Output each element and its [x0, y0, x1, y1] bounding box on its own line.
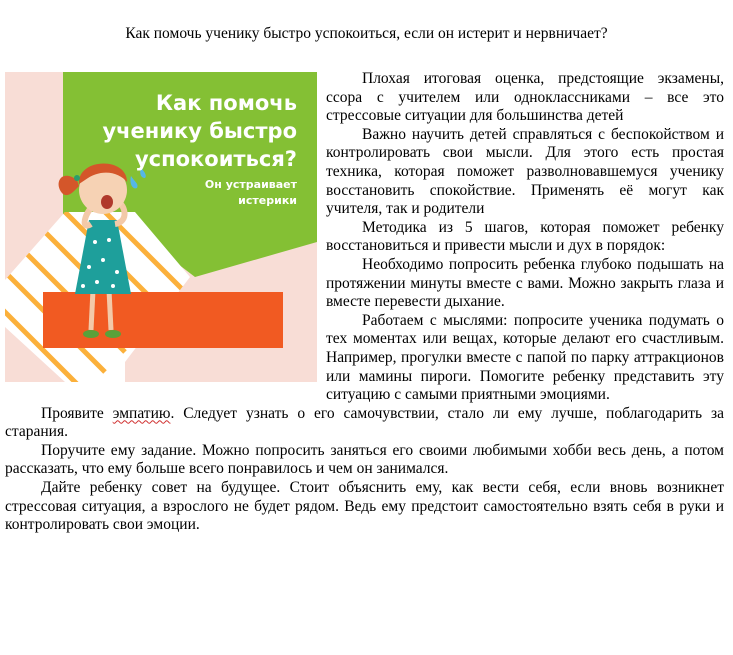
empathy-word: эмпатию — [112, 404, 171, 422]
article-body — [5, 70, 724, 535]
empathy-lead: Проявите — [41, 404, 104, 422]
empathy-rest: . Следует узнать о его самочувствии, стало ли ему лучше, поблагодарить за старания. — [5, 404, 725, 441]
paragraph-method: Методика из 5 шагов, которая поможет ребенку восстановиться и привести мысли и дух в порядок: — [326, 218, 724, 255]
paragraph-step-empathy — [5, 405, 724, 442]
paragraph-step-breathing: Необходимо попросить ребенка глубоко подышать на протяжении минуты вместе с вами. Можно закрыть глаза и вместе перевести дыхание. — [326, 255, 724, 311]
cover-subline-line1: Он устраивает — [204, 178, 297, 191]
cover-headline-line1: Как помочь — [155, 91, 297, 115]
document-title: Как помочь ученику быстро успокоиться, если он истерит и нервничает? — [125, 25, 608, 42]
paragraph-intro: Плохая итоговая оценка, предстоящие экзамены, ссора с учителем или одноклассниками – все это стрессовые ситуации для большинства детей — [326, 70, 724, 125]
paragraph-step-task: Поручите ему задание. Можно попросить заняться его своими любимыми хобби весь день, а потом рассказать, что ему больше всего понравилось и чем он занимался. — [5, 441, 724, 478]
cover-headline-line3: успокоиться? — [134, 147, 297, 171]
paragraph-step-thoughts: Работаем с мыслями: попросите ученика подумать о тех моментах или вещах, которые делают его счастливым. Например, прогулки вместе с папой по парку аттракционов или мамины пироги. Помогите ребенку представить эту ситуацию с самыми приятными эмоциями. — [326, 311, 724, 404]
image-wrap-spacer — [5, 70, 326, 389]
cover-subline-line2: истерики — [238, 194, 297, 207]
paragraph-importance: Важно научить детей справляться с беспокойством и контролировать свои мысли. Для этого есть простая техника, которая поможет разволновавшемуся ученику восстановить спокойствие. Применять её могут как учителя, так и родители — [326, 125, 724, 218]
cover-headline-line2: ученику быстро — [102, 119, 297, 143]
paragraph-step-advice: Дайте ребенку совет на будущее. Стоит объяснить ему, как вести себя, если вновь возникнет стрессовая ситуация, а взрослого не будет рядом. Ведь ему предстоит самостоятельно взять себя в руки и контролировать свои эмоции. — [5, 479, 724, 534]
